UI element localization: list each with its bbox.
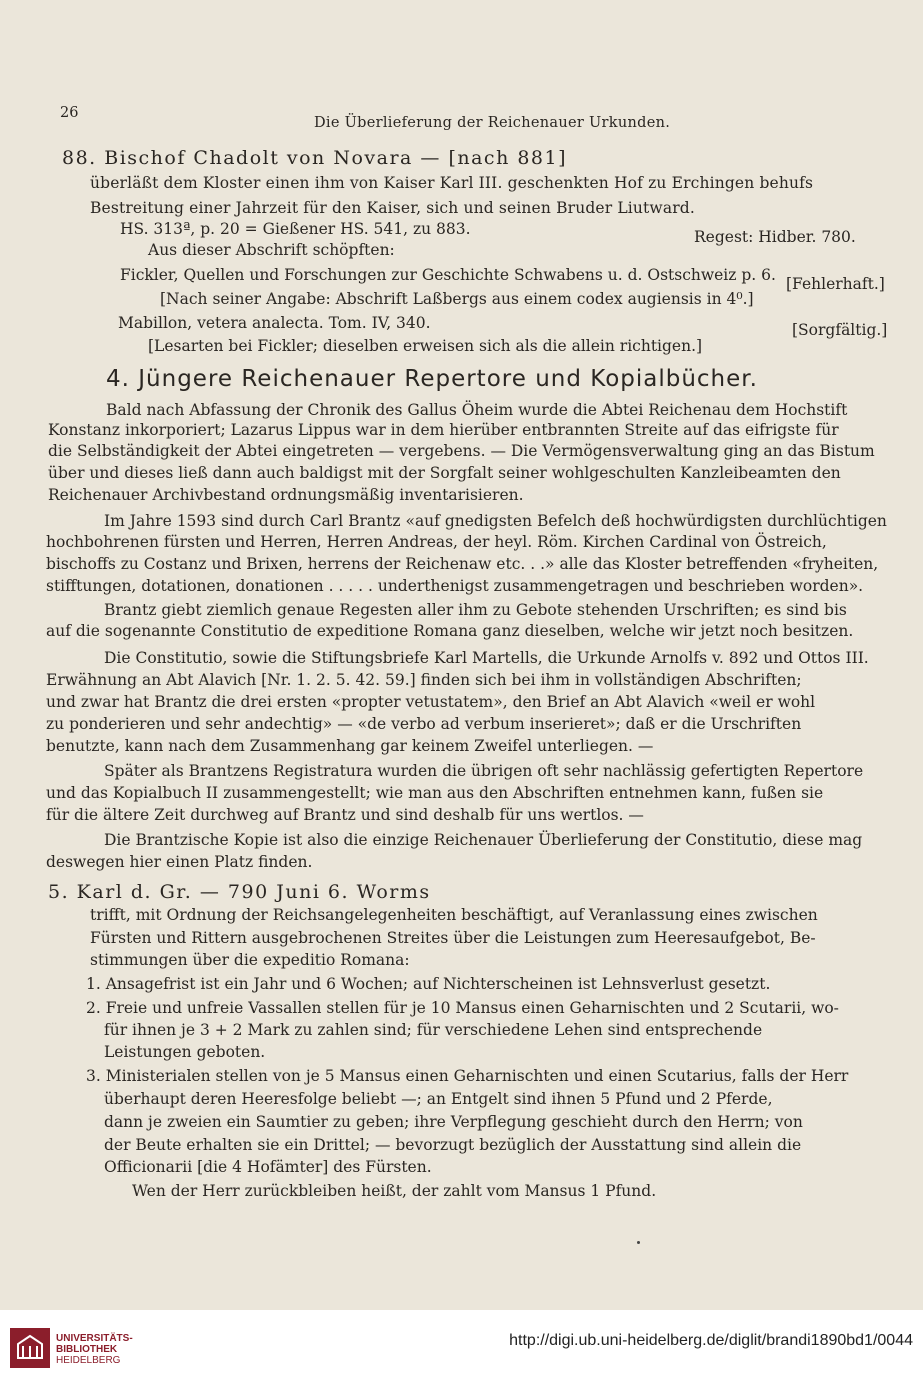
section-4-line-12: Die Constitutio, sowie die Stiftungsbriefe Karl Martells, die Urkunde Arnolfs v. 892 und Ottos III. (104, 649, 869, 667)
entry-88-fickler-sub: [Nach seiner Angabe: Abschrift Laßbergs aus einem codex augiensis in 4⁰.] (160, 290, 754, 308)
entry-5-item-2-cont-2: Leistungen geboten. (104, 1043, 266, 1061)
section-4-line-5: Reichenauer Archivbestand ordnungsmäßig inventarisieren. (48, 486, 524, 504)
source-url-link[interactable]: http://digi.ub.uni-heidelberg.de/diglit/brandi1890bd1/0044 (509, 1332, 913, 1349)
entry-5-item-2-cont-1: für ihnen je 3 + 2 Mark zu zahlen sind; für verschiedene Lehen sind entsprechende (104, 1021, 763, 1039)
section-4-line-8: bischoffs zu Costanz und Brixen, herrens der Reichenaw etc. . .» alle das Kloster betreffenden «fryheiten, (46, 555, 879, 573)
entry-5-item-3-cont-2: dann je zweien ein Saumtier zu geben; ihre Verpflegung geschieht durch den Herrn; von (104, 1113, 803, 1131)
section-4-line-15: zu ponderieren und sehr andechtig» — «de verbo ad verbum inserieret»; daß er die Urschriften (46, 715, 802, 733)
section-4-line-3: die Selbständigkeit der Abtei eingetreten — vergebens. — Die Vermögensverwaltung ging an das Bistum (48, 442, 875, 460)
library-line-3: HEIDELBERG (56, 1355, 121, 1366)
section-4-line-20: Die Brantzische Kopie ist also die einzige Reichenauer Überlieferung der Constitutio, diese mag (104, 831, 863, 849)
section-4-line-19: für die ältere Zeit durchweg auf Brantz und sind deshalb für uns wertlos. — (46, 806, 644, 824)
section-4-line-16: benutzte, kann nach dem Zusammenhang gar keinem Zweifel unterliegen. — (46, 737, 654, 755)
section-4-line-4: über und dieses ließ dann auch baldigst mit der Sorgfalt seiner wohlgeschulten Kanzleibeamten den (48, 464, 841, 482)
entry-88-mabillon-sub: [Lesarten bei Fickler; dieselben erweisen sich als die allein richtigen.] (148, 337, 703, 355)
section-4-line-7: hochbohrenen fürsten und Herren, Herren Andreas, der heyl. Röm. Kirchen Cardinal von Östreich, (46, 533, 827, 551)
section-4-line-11: auf die sogenannte Constitutio de expeditione Romana ganz dieselben, welche wir jetzt noch besitzen. (46, 622, 854, 640)
entry-88-copies-intro: Aus dieser Abschrift schöpften: (148, 241, 395, 259)
section-4-line-10: Brantz giebt ziemlich genaue Regesten aller ihm zu Gebote stehenden Urschriften; es sind bis (104, 601, 847, 619)
entry-88-fickler-note: [Fehlerhaft.] (786, 275, 885, 293)
section-4-line-21: deswegen hier einen Platz finden. (46, 853, 313, 871)
section-4-line-9: stifftungen, dotationen, donationen . . . . . underthenigst zusammengetragen und beschrieben worden». (46, 577, 864, 595)
entry-88-mabillon: Mabillon, vetera analecta. Tom. IV, 340. (118, 314, 431, 332)
section-4-heading: 4. Jüngere Reichenauer Repertore und Kopialbücher. (106, 366, 758, 392)
entry-5-title: 5. Karl d. Gr. — 790 Juni 6. Worms (48, 881, 431, 903)
entry-88-line-2: Bestreitung einer Jahrzeit für den Kaiser, sich und seinen Bruder Liutward. (90, 199, 695, 217)
entry-88-source: HS. 313ª, p. 20 = Gießener HS. 541, zu 883. (120, 220, 471, 238)
library-line-2: BIBLIOTHEK (56, 1344, 118, 1355)
entry-88-line-1: überläßt dem Kloster einen ihm von Kaiser Karl III. geschenkten Hof zu Erchingen behufs (90, 174, 814, 192)
entry-5-line-2: Fürsten und Rittern ausgebrochenen Streites über die Leistungen zum Heeresaufgebot, Be- (90, 929, 816, 947)
entry-5-line-3: stimmungen über die expeditio Romana: (90, 951, 410, 969)
entry-5-item-3: 3. Ministerialen stellen von je 5 Mansus einen Geharnischten und einen Scutarius, falls der Herr (86, 1067, 849, 1085)
library-line-1: UNIVERSITÄTS- (56, 1333, 133, 1344)
entry-5-closing: Wen der Herr zurückbleiben heißt, der zahlt vom Mansus 1 Pfund. (132, 1182, 657, 1200)
scan-speck (637, 1241, 640, 1244)
entry-5-item-1: 1. Ansagefrist ist ein Jahr und 6 Wochen; auf Nichterscheinen ist Lehnsverlust gesetzt. (86, 975, 771, 993)
entry-88-regest: Regest: Hidber. 780. (694, 228, 856, 246)
entry-88-title: 88. Bischof Chadolt von Novara — [nach 881] (62, 147, 568, 169)
entry-5-item-3-cont-1: überhaupt deren Heeresfolge beliebt —; an Entgelt sind ihnen 5 Pfund und 2 Pferde, (104, 1090, 773, 1108)
page-number: 26 (60, 105, 79, 121)
entry-5-line-1: trifft, mit Ordnung der Reichsangelegenheiten beschäftigt, auf Veranlassung eines zwischen (90, 906, 818, 924)
section-4-line-1: Bald nach Abfassung der Chronik des Gallus Öheim wurde die Abtei Reichenau dem Hochstift (106, 401, 848, 419)
library-name (56, 1333, 133, 1366)
section-4-line-18: und das Kopialbuch II zusammengestellt; wie man aus den Abschriften entnehmen kann, fußen sie (46, 784, 824, 802)
section-4-line-14: und zwar hat Brantz die drei ersten «propter vetustatem», den Brief an Abt Alavich «weil er wohl (46, 693, 816, 711)
section-4-line-2: Konstanz inkorporiert; Lazarus Lippus war in dem hierüber entbrannten Streite auf das eifrigste für (48, 421, 839, 439)
entry-5-item-3-cont-3: der Beute erhalten sie ein Drittel; — bevorzugt bezüglich der Ausstattung sind allein die (104, 1136, 802, 1154)
entry-5-item-2: 2. Freie und unfreie Vassallen stellen für je 10 Mansus einen Geharnischten und 2 Scutarii, wo- (86, 999, 839, 1017)
university-library-logo-icon (10, 1328, 50, 1368)
section-4-line-6: Im Jahre 1593 sind durch Carl Brantz «auf gnedigsten Befelch deß hochwürdigsten durchlüchtigen (104, 512, 887, 530)
section-4-line-17: Später als Brantzens Registratura wurden die übrigen oft sehr nachlässig gefertigten Repertore (104, 762, 864, 780)
running-title: Die Überlieferung der Reichenauer Urkunden. (314, 115, 671, 131)
entry-88-mabillon-note: [Sorgfältig.] (792, 321, 888, 339)
entry-5-item-3-cont-4: Officionarii [die 4 Hofämter] des Fürsten. (104, 1158, 432, 1176)
entry-88-fickler: Fickler, Quellen und Forschungen zur Geschichte Schwabens u. d. Ostschweiz p. 6. (120, 266, 776, 284)
section-4-line-13: Erwähnung an Abt Alavich [Nr. 1. 2. 5. 42. 59.] finden sich bei ihm in vollständigen Abschriften; (46, 671, 802, 689)
footer-bar (0, 1310, 923, 1387)
